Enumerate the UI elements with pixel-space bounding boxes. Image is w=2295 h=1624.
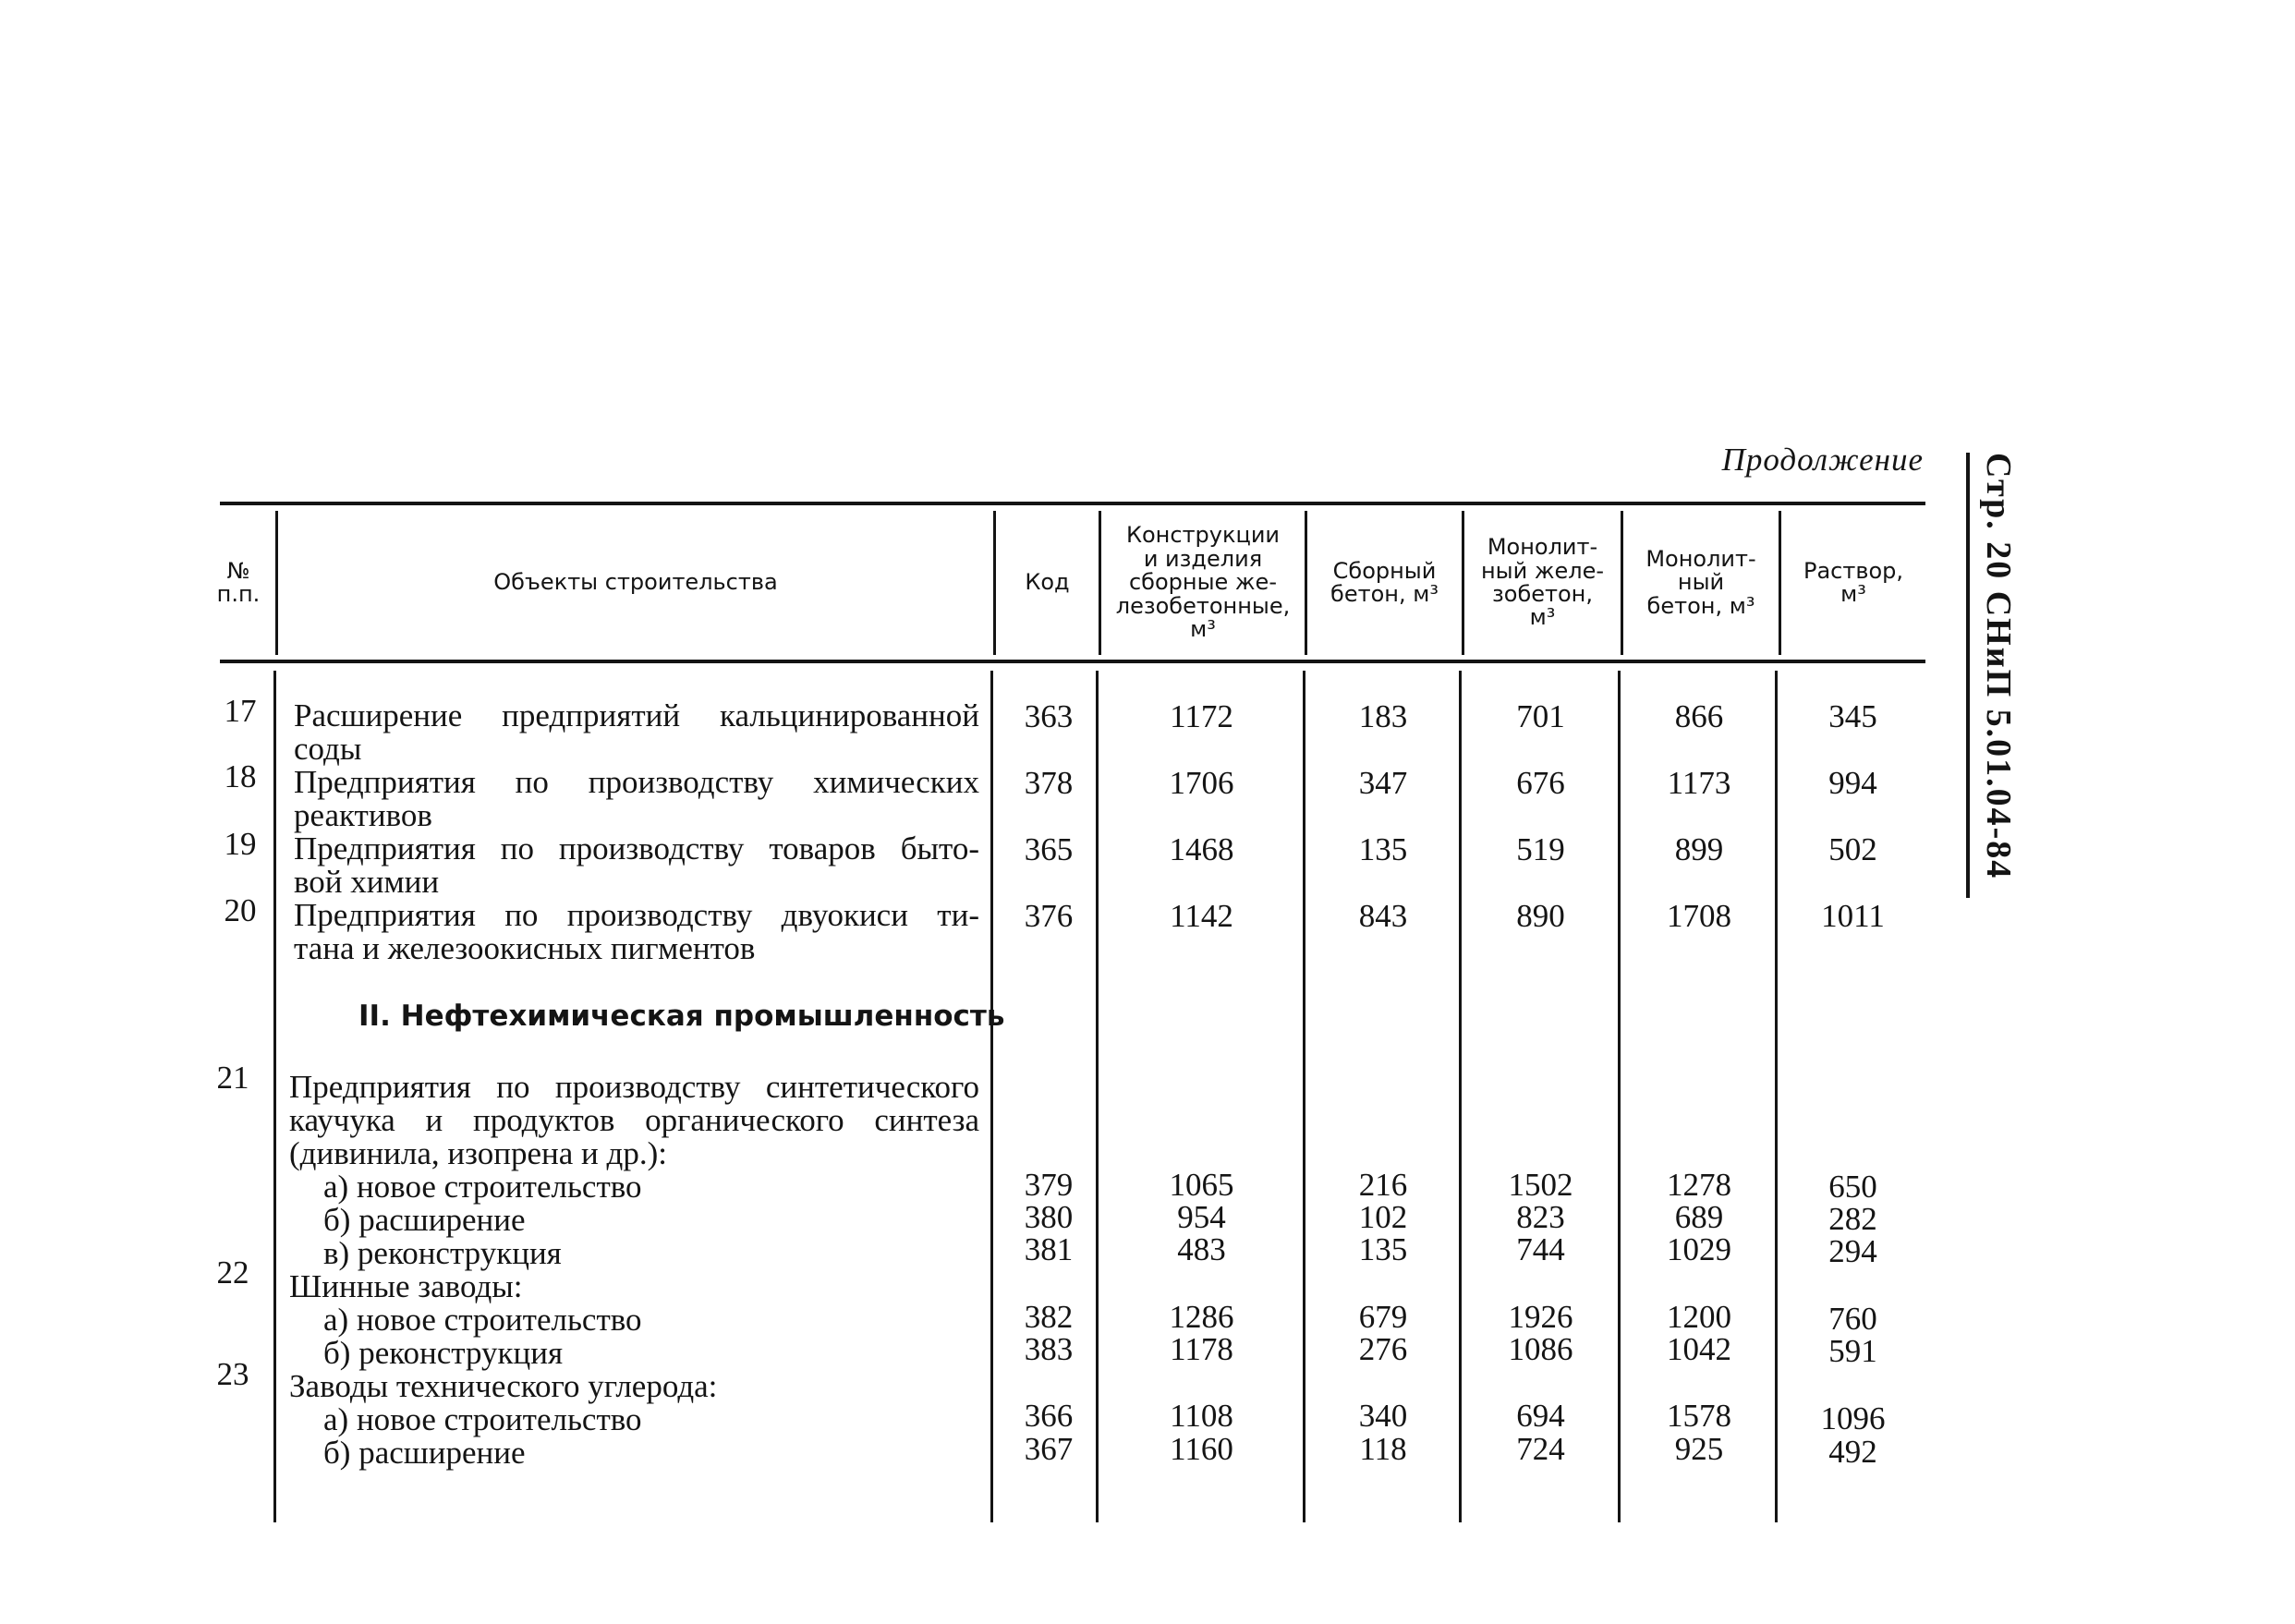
value-cell: 1286 [1169,1299,1234,1335]
object-line: Предприятия по производству товаров быто- [294,830,979,867]
header-mortar: Раствор, м³ [1803,557,1904,607]
item-label: а) новое строительство [323,1169,642,1205]
item-label: а) новое строительство [323,1302,642,1338]
value-cell: 183 [1358,698,1408,734]
code-cell: 379 [1024,1167,1074,1203]
col-divider [1303,671,1305,1522]
value-cell: 1142 [1170,898,1233,934]
object-line: каучука и продуктов органического синтеза [289,1102,979,1138]
value-cell: 1065 [1169,1167,1234,1203]
code-cell: 367 [1024,1431,1074,1467]
col-divider [1618,671,1621,1522]
value-cell: 1096 [1820,1400,1886,1436]
header-precast-structures: Конструкции и изделия сборные же- лезобетонные, м³ [1115,522,1291,643]
group-title: Заводы технического углерода: [289,1368,718,1404]
object-line: (дивинила, изопрена и др.): [289,1135,667,1171]
header-precast-concrete: Сборный бетон, м³ [1330,557,1439,607]
value-cell: 1011 [1821,898,1885,934]
value-cell: 294 [1828,1233,1877,1269]
value-cell: 1029 [1667,1231,1731,1267]
value-cell: 724 [1516,1431,1565,1467]
value-cell: 1042 [1667,1331,1731,1367]
header-object: Объекты строительства [493,569,778,596]
value-cell: 694 [1516,1398,1565,1434]
group-title: Шинные заводы: [289,1268,523,1304]
value-cell: 744 [1516,1231,1565,1267]
header-bottom-rule [220,660,1925,663]
value-cell: 1178 [1170,1331,1233,1367]
col-divider [1096,671,1099,1522]
code-cell: 380 [1024,1199,1074,1235]
object-line: Предприятия по производству двуокиси ти- [294,897,979,933]
value-cell: 483 [1177,1231,1226,1267]
value-cell: 1200 [1667,1299,1731,1335]
value-cell: 1278 [1667,1167,1731,1203]
value-cell: 994 [1828,765,1877,801]
side-header [1966,453,2031,898]
item-label: б) реконструкция [323,1335,564,1371]
row-number: 21 [216,1060,249,1096]
object-line: Расширение предприятий кальцинированной [294,697,979,733]
value-cell: 701 [1516,698,1565,734]
object-line: реактивов [294,797,432,833]
code-cell: 376 [1024,898,1074,934]
value-cell: 1578 [1667,1398,1731,1434]
value-cell: 345 [1828,698,1877,734]
row-number: 17 [224,693,257,729]
code-cell: 381 [1024,1231,1074,1267]
value-cell: 1086 [1508,1331,1573,1367]
value-cell: 135 [1358,1231,1408,1267]
header-monolithic-concrete: Монолит- ный бетон, м³ [1645,545,1756,619]
value-cell: 102 [1358,1199,1408,1235]
row-number: 18 [224,758,257,794]
value-cell: 1926 [1508,1299,1573,1335]
code-cell: 365 [1024,831,1074,867]
col-divider [1775,671,1778,1522]
value-cell: 679 [1358,1299,1408,1335]
value-cell: 890 [1516,898,1565,934]
value-cell: 282 [1828,1201,1877,1237]
row-number: 23 [216,1356,249,1392]
value-cell: 347 [1358,765,1408,801]
value-cell: 650 [1828,1169,1877,1205]
value-cell: 925 [1674,1431,1724,1467]
value-cell: 276 [1358,1331,1408,1367]
code-cell: 378 [1024,765,1074,801]
col-divider [990,671,993,1522]
code-cell: 363 [1024,698,1074,734]
value-cell: 899 [1674,831,1724,867]
value-cell: 1468 [1169,831,1234,867]
header-no: № п.п. [216,557,261,607]
value-cell: 118 [1359,1431,1407,1467]
value-cell: 591 [1828,1333,1877,1369]
value-cell: 340 [1358,1398,1408,1434]
value-cell: 1502 [1508,1167,1573,1203]
item-label: а) новое строительство [323,1401,642,1437]
value-cell: 135 [1358,831,1408,867]
value-cell: 519 [1516,831,1565,867]
row-number: 20 [224,892,257,928]
col-divider [273,671,276,1522]
side-header-text: Стр. 20 СНиП 5.01.04-84 [1979,453,2018,880]
object-line: Предприятия по производству синтетического [289,1069,979,1105]
object-line: Предприятия по производству химических [294,764,979,800]
value-cell: 1173 [1667,765,1731,801]
value-cell: 1108 [1170,1398,1233,1434]
value-cell: 866 [1674,698,1724,734]
row-number: 19 [224,826,257,862]
value-cell: 954 [1177,1199,1226,1235]
header-code: Код [1025,569,1070,596]
value-cell: 760 [1828,1301,1877,1337]
col-divider [1459,671,1462,1522]
value-cell: 502 [1828,831,1877,867]
value-cell: 843 [1358,898,1408,934]
object-line: соды [294,731,362,767]
header-monolithic-rc: Монолит- ный желе- зобетон, м³ [1480,534,1605,631]
value-cell: 1160 [1170,1431,1233,1467]
item-label: б) расширение [323,1202,526,1238]
code-cell: 366 [1024,1398,1074,1434]
table-top-rule [220,502,1925,505]
item-label: в) реконструкция [323,1235,562,1271]
row-number: 22 [216,1254,249,1291]
value-cell: 1706 [1169,765,1234,801]
code-cell: 382 [1024,1299,1074,1335]
object-line: вой химии [294,864,440,900]
value-cell: 689 [1674,1199,1724,1235]
value-cell: 1172 [1170,698,1233,734]
value-cell: 492 [1828,1434,1877,1470]
item-label: б) расширение [323,1435,526,1471]
continuation-label: Продолжение [1721,442,1924,478]
object-line: тана и железоокисных пигментов [294,930,756,966]
value-cell: 1708 [1667,898,1731,934]
value-cell: 676 [1516,765,1565,801]
code-cell: 383 [1024,1331,1074,1367]
section-heading: II. Нефтехимическая промышленность [358,1000,1005,1033]
value-cell: 823 [1516,1199,1565,1235]
value-cell: 216 [1358,1167,1408,1203]
